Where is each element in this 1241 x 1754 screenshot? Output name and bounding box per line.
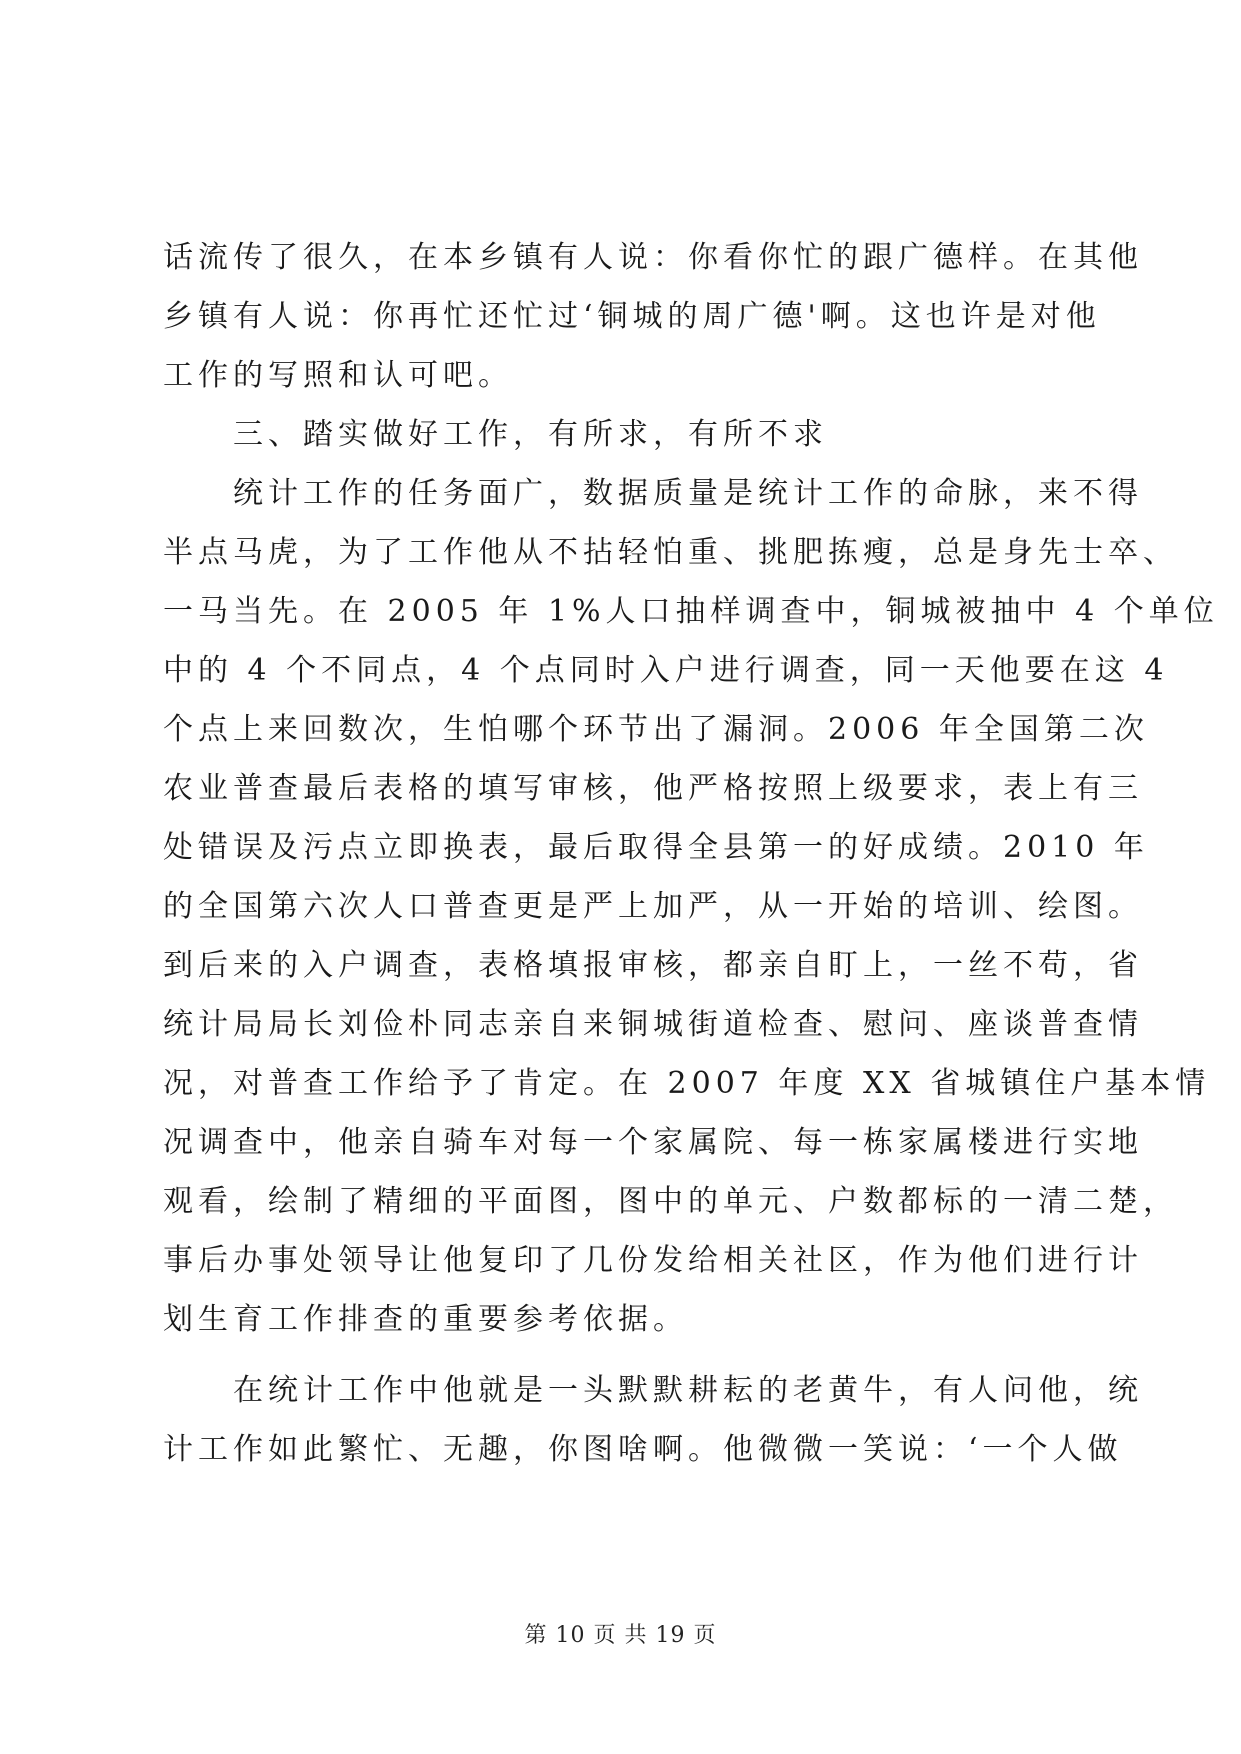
text-line: 半点马虎，为了工作他从不拈轻怕重、挑肥拣瘦，总是身先士卒、 bbox=[163, 535, 1178, 570]
page-footer: 第 10 页 共 19 页 bbox=[524, 1623, 717, 1648]
text-line: 一马当先。在 2005 年 1%人口抽样调查中，铜城被抽中 4 个单位 bbox=[163, 594, 1219, 629]
text-line: 农业普查最后表格的填写审核，他严格按照上级要求，表上有三 bbox=[163, 771, 1143, 806]
text-line: 个点上来回数次，生怕哪个环节出了漏洞。2006 年全国第二次 bbox=[163, 712, 1149, 747]
text-line: 事后办事处领导让他复印了几份发给相关社区，作为他们进行计 bbox=[163, 1243, 1143, 1278]
section-heading: 三、踏实做好工作，有所求，有所不求 bbox=[233, 417, 828, 452]
body-text bbox=[163, 228, 1219, 1479]
text-line: 处错误及污点立即换表，最后取得全县第一的好成绩。2010 年 bbox=[163, 830, 1149, 865]
text-line: 况调查中，他亲自骑车对每一个家属院、每一栋家属楼进行实地 bbox=[163, 1125, 1143, 1160]
text-line: 中的 4 个不同点，4 个点同时入户进行调查，同一天他要在这 4 bbox=[163, 653, 1169, 688]
paragraph-gap bbox=[163, 1349, 1083, 1361]
text-line: 乡镇有人说：你再忙还忙过‘铜城的周广德'啊。这也许是对他 bbox=[163, 299, 1101, 334]
text-line: 统计局局长刘俭朴同志亲自来铜城街道检查、慰问、座谈普查情 bbox=[163, 1007, 1143, 1042]
text-line: 划生育工作排查的重要参考依据。 bbox=[163, 1302, 688, 1337]
text-line: 计工作如此繁忙、无趣，你图啥啊。他微微一笑说：‘一个人做 bbox=[163, 1432, 1123, 1467]
text-line: 况，对普查工作给予了肯定。在 2007 年度 XX 省城镇住户基本情 bbox=[163, 1066, 1211, 1101]
text-line: 统计工作的任务面广，数据质量是统计工作的命脉，来不得 bbox=[233, 476, 1143, 511]
text-line: 到后来的入户调查，表格填报审核，都亲自盯上，一丝不苟，省 bbox=[163, 948, 1143, 983]
text-line: 工作的写照和认可吧。 bbox=[163, 358, 513, 393]
text-line: 观看，绘制了精细的平面图，图中的单元、户数都标的一清二楚， bbox=[163, 1184, 1178, 1219]
text-line: 话流传了很久，在本乡镇有人说：你看你忙的跟广德样。在其他 bbox=[163, 240, 1143, 275]
text-line: 在统计工作中他就是一头默默耕耘的老黄牛，有人问他，统 bbox=[233, 1373, 1143, 1408]
text-line: 的全国第六次人口普查更是严上加严，从一开始的培训、绘图。 bbox=[163, 889, 1143, 924]
